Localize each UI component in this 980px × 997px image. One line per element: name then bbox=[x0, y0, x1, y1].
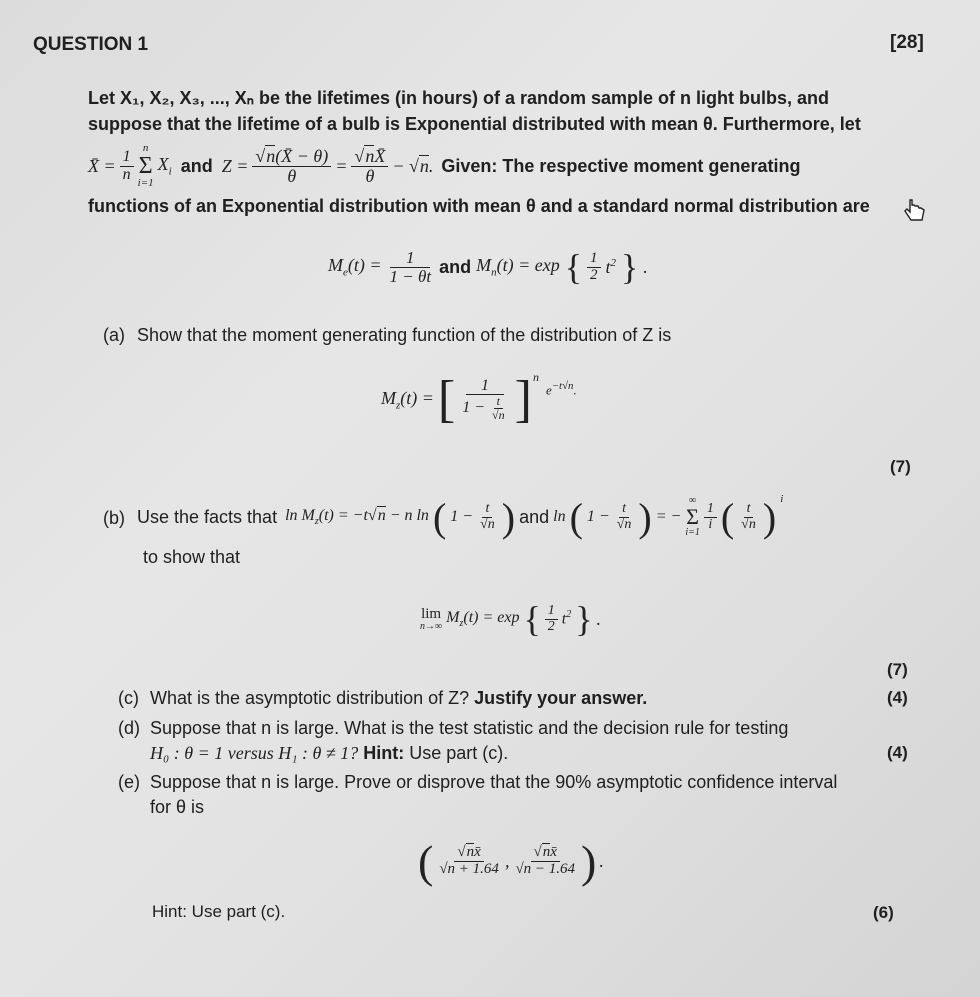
part-c-text bbox=[150, 688, 647, 709]
part-d-marks: (4) bbox=[887, 743, 908, 762]
part-e-hint: Hint: Use part (c). bbox=[152, 902, 286, 921]
part-d-label: (d) bbox=[118, 718, 140, 738]
part-b-text-3: to show that bbox=[143, 547, 241, 567]
part-b-marks: (7) bbox=[887, 660, 908, 679]
part-e-text-2: for θ is bbox=[150, 797, 205, 817]
part-d-hint-label: Hint: bbox=[363, 743, 405, 763]
part-a-text: Show that the moment generating function of the distribution of Z is bbox=[137, 325, 672, 345]
part-c-question: What is the asymptotic distribution of Z? bbox=[150, 688, 470, 708]
part-a-label: (a) bbox=[103, 325, 125, 345]
intro-line-2: suppose that the lifetime of a bulb is Exponential distributed with mean θ. Furthermore, let bbox=[88, 114, 861, 134]
given-text: Given: The respective moment generating bbox=[441, 155, 801, 176]
part-b-formula-line: Use the facts that $\ln M_z(t) = -t√n - n$ ln ( 1 − $\frac{t}{√n}$ ) and ln ( 1 − $\frac{t}{√n}$ ) = − ∞ Σ i=1 $\frac{1}{i}$ ( $\frac{t}{√n}$ ) i bbox=[137, 493, 784, 540]
part-b-limit-formula: lim n→∞ $M_z(t) = \exp$ { $\frac{1}{2}$ $t^2$ } . bbox=[420, 599, 601, 639]
hand-cursor-icon bbox=[902, 196, 928, 224]
part-a-marks: (7) bbox=[890, 457, 911, 476]
part-a-formula: $M_z(t)$ = [ 1 1 − $\frac{t}{√n}$ ] n $e^{-t√n}$. bbox=[381, 370, 577, 428]
part-d-text-1: Suppose that n is large. What is the test statistic and the decision rule for testing bbox=[150, 718, 789, 738]
part-e-marks: (6) bbox=[873, 903, 894, 922]
part-d-hint: Use part (c). bbox=[409, 743, 509, 763]
mgf-formulas: $M_e(t)$ = $\frac{1}{1 - \theta t}$ and $M_n(t) = \exp$ { $\frac{1}{2}$ $t^2$ } . bbox=[328, 247, 648, 287]
definitions-formula: X̄ = $\frac{1}{n}$ n Σ i=1 $X_i$ and Z = $\frac{√n(X̄ - \theta)}{\theta}$ = $\frac{√nX̄}{\theta}$ − √n. Given: The respective moment generating bbox=[88, 142, 801, 189]
part-c-marks: (4) bbox=[887, 688, 908, 707]
question-title: QUESTION 1 bbox=[33, 34, 149, 55]
part-e-interval-formula: ( $\frac{√nx̄}{√n + 1.64}$ , $\frac{√nx̄}{√n - 1.64}$ ) . bbox=[418, 836, 604, 887]
part-c-label: (c) bbox=[118, 688, 139, 708]
intro-line-4: functions of an Exponential distribution with mean θ and a standard normal distribution are bbox=[88, 196, 870, 216]
part-b-label: (b) bbox=[103, 508, 125, 528]
part-e-text-1: Suppose that n is large. Prove or disprove that the 90% asymptotic confidence interval bbox=[150, 772, 838, 792]
question-total-marks: [28] bbox=[890, 32, 924, 53]
part-e-label: (e) bbox=[118, 772, 140, 792]
part-b-text-1: Use the facts that bbox=[137, 506, 278, 527]
mgf-connector: and bbox=[439, 256, 472, 277]
part-b-text-2: and bbox=[519, 506, 550, 527]
part-d-text-2 bbox=[150, 743, 508, 764]
part-c-bold: Justify your answer. bbox=[474, 688, 648, 708]
part-d-hypotheses: H₀ : θ = 1 versus H₁ : θ ≠ 1? bbox=[150, 743, 359, 763]
intro-line-1: Let X₁, X₂, X₃, ..., Xₙ be the lifetimes (in hours) of a random sample of n light bulbs, and bbox=[88, 88, 830, 108]
